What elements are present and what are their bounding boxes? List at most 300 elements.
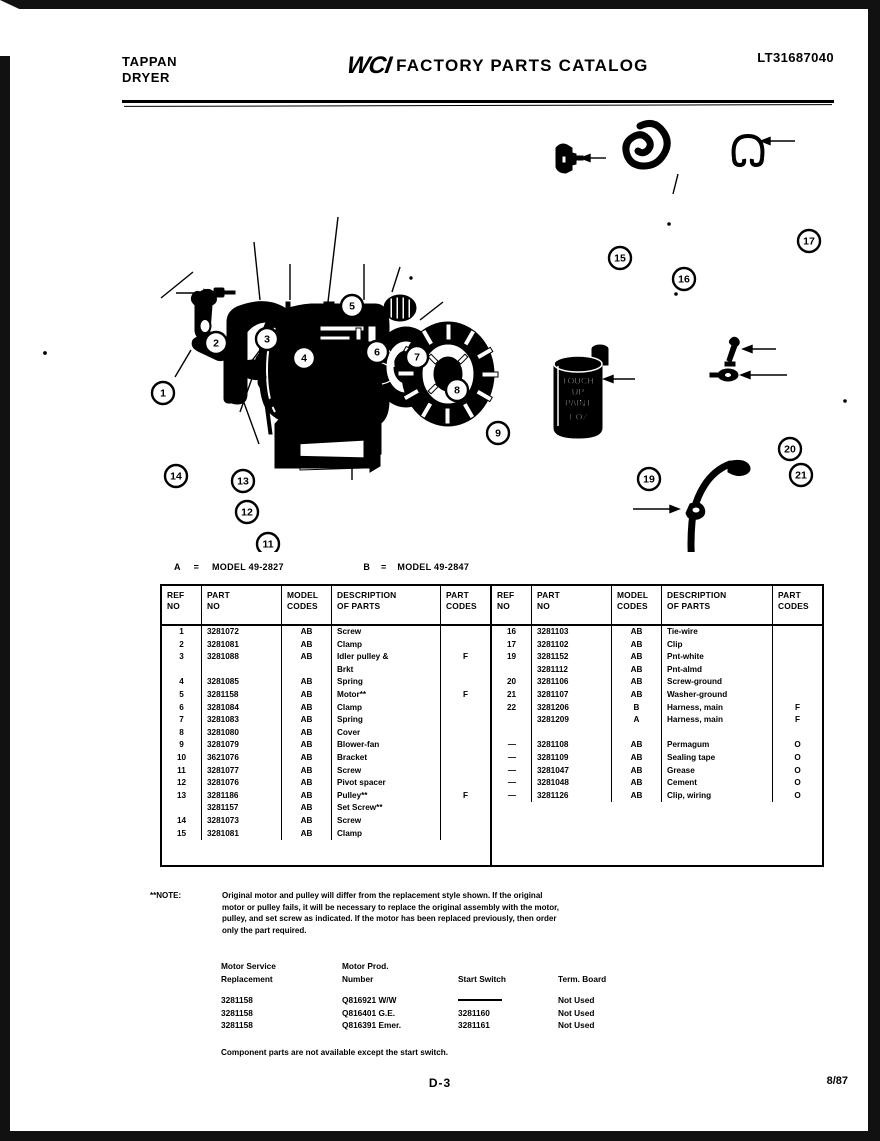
cell-model-codes: AB [282,815,332,828]
cell-part-no: 3281209 [532,714,612,727]
model-code-legend [174,562,469,572]
cell-part-codes: O [794,765,801,775]
paint-can-label-line1: TOUCH [562,376,594,386]
callout-4 [293,347,315,369]
scan-border-right [868,0,880,1141]
callout-17 [798,230,820,252]
msvc-col1-line2: Replacement [221,974,273,984]
table-row [492,727,822,740]
cell-part-codes [773,625,823,639]
cell-description: Clamp [332,702,441,715]
col-header-part-codes: PART CODES [441,586,491,625]
callout-7 [406,346,428,368]
cell-model-codes: AB [282,777,332,790]
catalog-title: FACTORY PARTS CATALOG [396,56,649,75]
cell-ref-no [492,714,532,727]
cell-description: Motor** [332,689,441,702]
cell-part-codes [773,727,823,740]
cell-description: Screw [332,765,441,778]
msvc-prod-number: Q816391 Emer. [342,1020,402,1030]
callout-3 [256,328,278,350]
cell-model-codes: AB [612,664,662,677]
cell-ref-no: 15 [162,828,202,841]
part-touch-up-paint-19 [554,345,608,438]
cell-description: Idler pulley & [332,651,441,664]
cell-part-codes: F [794,715,800,725]
msvc-col1-line1: Motor Service [221,961,276,971]
cell-description: Permagum [662,739,773,752]
cell-part-codes [441,714,491,727]
cell-description: Harness, main [662,702,773,715]
scan-border-top [0,0,880,9]
part-tie-wire-15 [556,144,583,173]
cell-model-codes: AB [282,752,332,765]
callout-15 [609,247,631,269]
table-row [492,739,822,752]
parts-table-left [162,586,492,865]
table-header-row [162,586,490,625]
col-header-part-no: PART NO [532,586,612,625]
msvc-replacement: 3281158 [221,1020,253,1030]
col-header-model-codes: MODEL CODES [612,586,662,625]
table-row [162,651,490,664]
cell-description: Brkt [332,664,441,677]
msvc-start-switch: 3281160 [458,1007,490,1018]
cell-model-codes [282,664,332,677]
cell-model-codes: AB [612,651,662,664]
cell-part-no: 3281084 [202,702,282,715]
col-header-description: DESCRIPTION OF PARTS [662,586,773,625]
cell-part-codes [441,828,491,841]
cell-part-no: 3281085 [202,676,282,689]
cell-description: Pnt-almd [662,664,773,677]
cell-model-codes: AB [612,777,662,790]
cell-part-no: 3281048 [532,777,612,790]
callout-14 [165,465,187,487]
cell-model-codes: AB [282,639,332,652]
legend-eq-b: = [381,562,387,572]
cell-description: Bracket [332,752,441,765]
msvc-replacement: 3281158 [221,995,253,1005]
cell-model-codes: AB [282,739,332,752]
note-line-4: only the part required. [222,925,307,935]
parts-table-left-body [162,625,490,840]
cell-description: Cover [332,727,441,740]
cell-part-no: 3281107 [532,689,612,702]
header-rule-secondary [124,104,832,107]
cell-ref-no [162,664,202,677]
callout-9 [487,422,509,444]
cell-description: Spring [332,676,441,689]
callout-number: 19 [643,473,655,486]
cell-part-codes: O [794,752,801,762]
callout-number: 1 [160,387,166,400]
cell-model-codes: AB [612,689,662,702]
note-line-2: motor or pulley fails, it will be necessary to replace the original assembly with the motor, [222,902,559,912]
cell-part-no: 3281126 [532,790,612,803]
cell-description: Screw [332,625,441,639]
callout-number: 2 [213,337,219,350]
diagram-svg [28,112,866,552]
cell-description: Pivot spacer [332,777,441,790]
callout-11 [257,533,279,552]
part-harness-main-22 [686,460,750,552]
cell-ref-no: 2 [162,639,202,652]
msvc-start-switch: 3281161 [458,1020,490,1030]
cell-ref-no: 13 [162,790,202,803]
component-parts-note: Component parts are not available except the start switch. [221,1048,449,1057]
table-row [162,689,490,702]
brand-block [122,54,177,86]
part-spring-4 [286,302,290,314]
msvc-start-switch-dash [458,999,502,1001]
table-row [162,676,490,689]
brand-name: TAPPAN [122,54,178,69]
table-row [162,714,490,727]
cell-part-no [202,664,282,677]
cell-ref-no: 5 [162,689,202,702]
col-header-model-codes: MODEL CODES [282,586,332,625]
table-row [162,802,490,815]
callout-number: 20 [784,443,796,456]
cell-part-codes [773,689,823,702]
table-row [492,752,822,765]
col-header-part-no: PART NO [202,586,282,625]
scan-border-left [0,0,10,1141]
table-row [492,765,822,778]
cell-description: Cement [662,777,773,790]
cell-part-no: 3281103 [532,625,612,639]
cell-description: Screw [332,815,441,828]
callout-number: 17 [803,235,815,248]
callout-2 [205,332,227,354]
callout-16 [673,268,695,290]
legend-code-b: B [363,562,371,572]
cell-ref-no: 10 [162,752,202,765]
table-row [492,625,822,639]
part-screw-ground-20 [725,337,739,366]
wci-logo: WCI [345,52,394,79]
callout-number: 7 [414,351,420,364]
col-header-ref-no: REF NO [492,586,532,625]
cell-ref-no [162,802,202,815]
cell-part-codes [441,639,491,652]
cell-description: Tie-wire [662,625,773,639]
callout-number: 11 [262,538,274,551]
table-row [492,639,822,652]
note-body [222,890,710,936]
table-row [492,689,822,702]
cell-ref-no: — [492,790,532,803]
part-motor-top-tab [324,302,334,316]
cell-model-codes: AB [612,765,662,778]
cell-part-no: 3281108 [532,739,612,752]
page-number: D-3 [428,1076,452,1090]
table-row [162,752,490,765]
cell-model-codes: AB [282,790,332,803]
legend-code-a: A [174,562,181,572]
callout-number: 13 [237,475,249,488]
motor-service-body [221,994,658,1032]
cell-ref-no: 20 [492,676,532,689]
msvc-col3-header: Start Switch [458,974,506,984]
document-code: LT31687040 [757,50,834,65]
callout-number: 8 [454,384,460,397]
cell-part-no: 3281081 [202,828,282,841]
msvc-col2-line2: Number [342,974,374,984]
cell-ref-no: 14 [162,815,202,828]
table-row [162,625,490,639]
cell-part-codes [441,727,491,740]
cell-model-codes: AB [282,676,332,689]
cell-part-no: 3281073 [202,815,282,828]
part-clip-17 [734,136,763,165]
callout-number: 14 [170,470,182,483]
cell-ref-no: 12 [162,777,202,790]
callout-13 [232,470,254,492]
cell-part-codes [441,702,491,715]
cell-part-no: 3281081 [202,639,282,652]
table-row [492,777,822,790]
product-type: DRYER [122,70,171,85]
cell-part-codes: F [794,702,800,712]
cell-model-codes: AB [282,714,332,727]
cell-model-codes: AB [612,790,662,803]
note-label: **NOTE: [150,891,182,900]
callout-number: 9 [495,427,501,440]
msvc-col4-header: Term. Board [558,974,607,984]
cell-part-no: 3281076 [202,777,282,790]
cell-ref-no: — [492,739,532,752]
cell-ref-no: 8 [162,727,202,740]
motor-service-spacer-row [221,986,658,994]
col-header-description: DESCRIPTION OF PARTS [332,586,441,625]
callout-5 [341,295,363,317]
cell-part-no: 3281083 [202,714,282,727]
motor-service-row [221,994,658,1007]
cell-description: Set Screw** [332,802,441,815]
cell-part-codes [441,664,491,677]
note-line-1: Original motor and pulley will differ from the replacement style shown. If the original [222,891,543,900]
table-row [162,664,490,677]
table-row [162,702,490,715]
callout-number: 5 [349,300,355,313]
cell-part-no: 3281080 [202,727,282,740]
cell-ref-no: — [492,752,532,765]
cell-description: Screw-ground [662,676,773,689]
cell-ref-no: — [492,777,532,790]
callout-19 [638,468,660,490]
callout-20 [779,438,801,460]
table-row [492,651,822,664]
exploded-parts-diagram [28,112,866,552]
msvc-replacement: 3281158 [221,1007,253,1018]
motor-service-table [221,960,658,1032]
cell-ref-no: 3 [162,651,202,664]
col-header-part-codes: PART CODES [773,586,823,625]
part-screw-1 [214,288,235,297]
cell-model-codes [612,727,662,740]
cell-ref-no: 7 [162,714,202,727]
cell-ref-no: 17 [492,639,532,652]
cell-description: Pnt-white [662,651,773,664]
cell-description: Washer-ground [662,689,773,702]
cell-description: Clip [662,639,773,652]
callout-8 [446,379,468,401]
cell-description [662,727,773,740]
msvc-prod-number: Q816921 W/W [342,995,397,1005]
table-row [162,815,490,828]
cell-ref-no: 19 [492,651,532,664]
table-row [492,714,822,727]
cell-model-codes: AB [282,625,332,639]
cell-part-no: 3281186 [202,790,282,803]
parts-table-right [492,586,822,865]
cell-description: Clamp [332,639,441,652]
motor-service-header-row-2 [221,973,658,986]
paint-can-label-line3: PAINT [564,398,592,408]
legend-model-b: MODEL 49-2847 [397,562,470,572]
page-sheet [14,12,866,1127]
part-spring-7 [384,295,416,321]
table-header-row [492,586,822,625]
motor-service-row [221,1019,658,1032]
callout-number: 21 [795,469,807,482]
cell-part-codes [441,765,491,778]
cell-part-codes: O [794,740,801,750]
cell-part-codes [441,815,491,828]
col-header-ref-no: REF NO [162,586,202,625]
legend-model-a: MODEL 49-2827 [212,562,284,572]
callout-number: 4 [301,352,307,365]
cell-model-codes: AB [282,802,332,815]
callout-21 [790,464,812,486]
cell-model-codes: A [612,714,662,727]
msvc-prod-number: Q816401 G.E. [342,1007,396,1018]
cell-part-no: 3281088 [202,651,282,664]
cell-part-codes [773,639,823,652]
cell-part-codes [441,739,491,752]
cell-model-codes: B [612,702,662,715]
cell-ref-no: — [492,765,532,778]
table-row [492,790,822,803]
table-row [492,702,822,715]
msvc-start-switch [458,994,558,1007]
cell-part-codes [441,802,491,815]
cell-part-codes [773,651,823,664]
cell-part-no: 3281079 [202,739,282,752]
table-row [162,790,490,803]
part-washer-ground-21 [710,369,738,381]
table-row [492,664,822,677]
callout-number: 12 [241,506,253,519]
cell-description: Clamp [332,828,441,841]
cell-description: Pulley** [332,790,441,803]
msvc-term-board: Not Used [558,995,595,1005]
cell-part-no: 3621076 [202,752,282,765]
parts-table-right-body [492,625,822,802]
cell-model-codes: AB [612,739,662,752]
callout-number: 15 [614,252,626,265]
cell-description: Spring [332,714,441,727]
cell-model-codes: AB [282,651,332,664]
motor-service-row [221,1007,658,1020]
cell-part-codes: F [462,790,468,800]
scan-border-bottom [0,1131,880,1141]
cell-model-codes: AB [612,639,662,652]
parts-table [160,584,824,867]
motor-service-header-row-1 [221,960,658,973]
cell-ref-no: 22 [492,702,532,715]
cell-model-codes: AB [282,702,332,715]
legend-eq-a: = [193,562,200,572]
callout-number: 16 [678,273,690,286]
callout-6 [366,341,388,363]
cell-model-codes: AB [282,689,332,702]
table-row [162,828,490,841]
cell-part-codes [441,777,491,790]
cell-part-no: 3281112 [532,664,612,677]
cell-ref-no: 21 [492,689,532,702]
paint-can-label-line4: 1 OZ [567,412,589,422]
cell-part-no: 3281157 [202,802,282,815]
msvc-col4-spacer [558,960,658,973]
page-date-code: 8/87 [826,1075,848,1087]
paint-can-label-line2: UP [571,387,585,397]
cell-ref-no: 4 [162,676,202,689]
table-row [162,727,490,740]
table-row [162,777,490,790]
table-row [162,739,490,752]
table-row [162,765,490,778]
cell-description: Blower-fan [332,739,441,752]
cell-part-no: 3281102 [532,639,612,652]
cell-ref-no: 16 [492,625,532,639]
cell-model-codes: AB [282,828,332,841]
cell-part-codes [441,676,491,689]
cell-description: Sealing tape [662,752,773,765]
cell-ref-no [492,727,532,740]
callout-12 [236,501,258,523]
msvc-col3-spacer [458,960,558,973]
cell-model-codes: AB [282,727,332,740]
cell-part-codes: O [794,778,801,788]
cell-model-codes: AB [612,676,662,689]
cell-part-codes: F [462,689,468,699]
cell-description: Grease [662,765,773,778]
table-row [162,639,490,652]
cell-part-no: 3281206 [532,702,612,715]
cell-ref-no [492,664,532,677]
catalog-title-block [318,52,678,80]
cell-ref-no: 11 [162,765,202,778]
cell-part-no: 3281072 [202,625,282,639]
callout-number: 3 [264,333,270,346]
cell-part-no: 3281158 [202,689,282,702]
cell-part-codes [441,625,491,639]
cell-description: Clip, wiring [662,790,773,803]
cell-model-codes: AB [612,752,662,765]
cell-ref-no: 1 [162,625,202,639]
cell-part-codes: O [794,790,801,800]
cell-part-no: 3281077 [202,765,282,778]
cell-part-no: 3281047 [532,765,612,778]
cell-description: Harness, main [662,714,773,727]
cell-part-no: 3281152 [532,651,612,664]
cell-part-codes [773,664,823,677]
cell-part-no: 3281109 [532,752,612,765]
msvc-term-board: Not Used [558,1007,595,1018]
